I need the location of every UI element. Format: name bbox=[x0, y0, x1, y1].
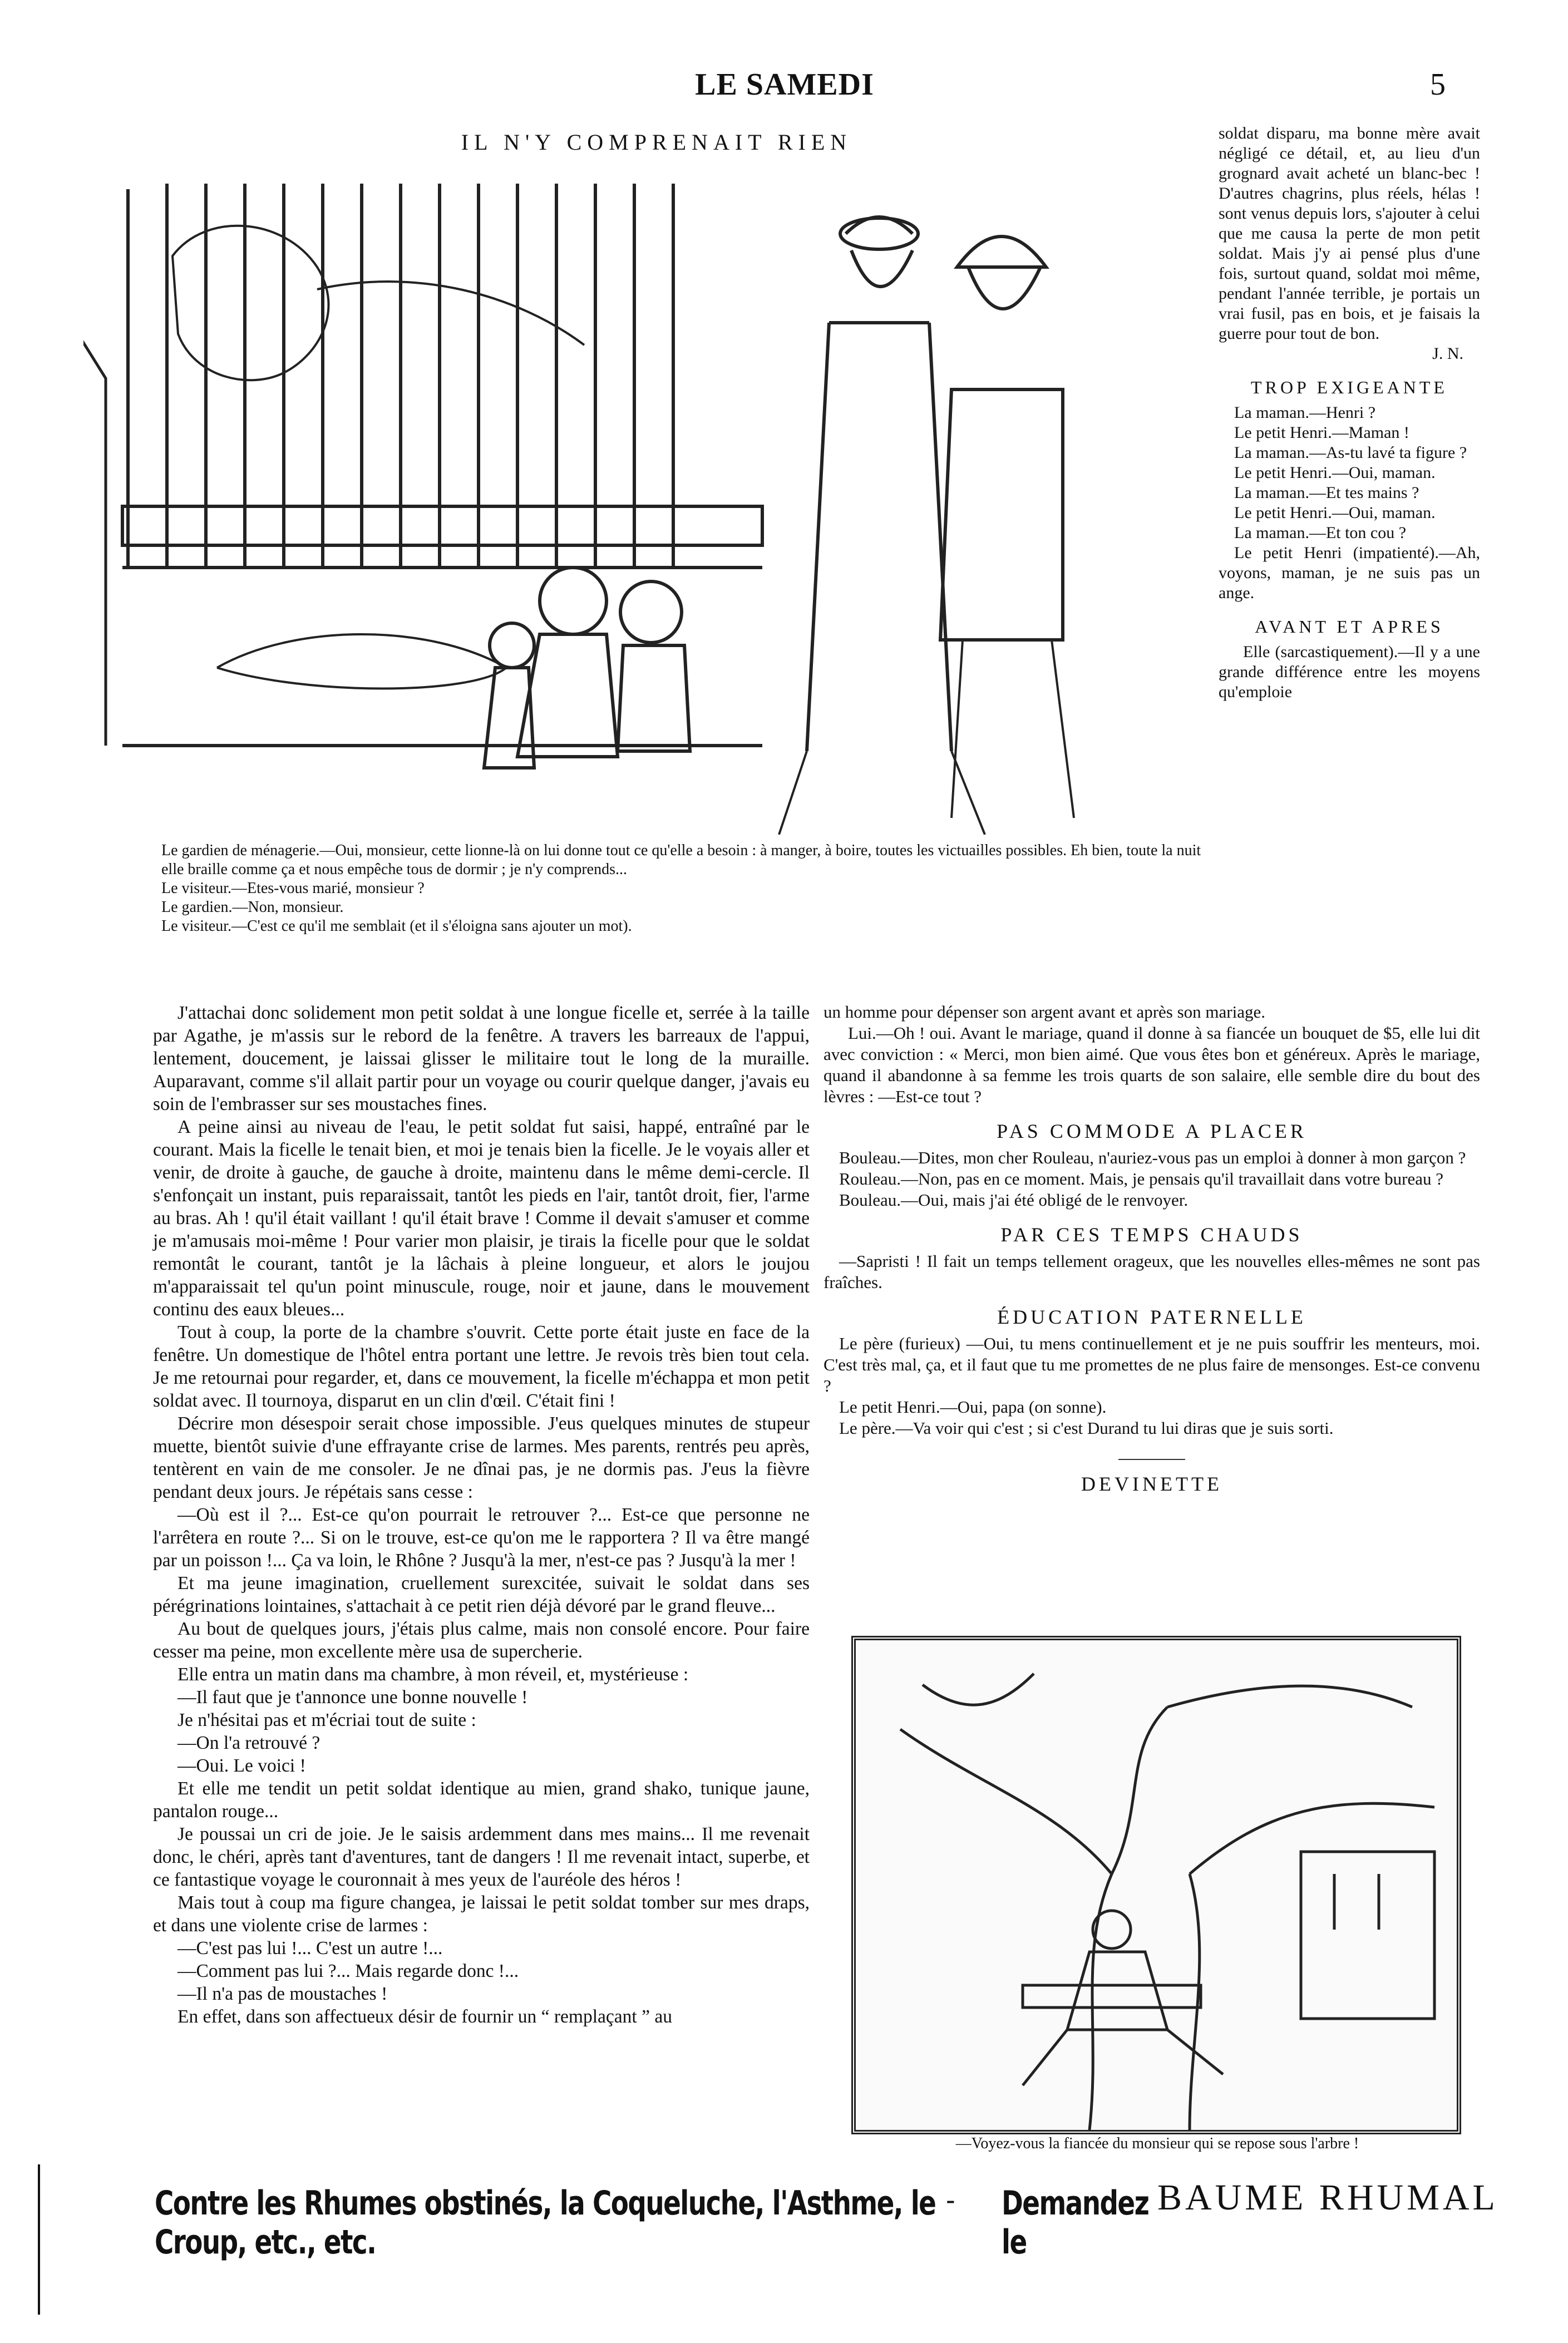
right-column bbox=[1219, 124, 1480, 702]
story-paragraph: —Comment pas lui ?... Mais regarde donc !... bbox=[177, 1961, 519, 1981]
dialogue-line: Le père (furieux) —Oui, tu mens continuellement et je ne puis souffrir les menteurs, moi. C'est très mal, ça, et il faut que tu me promettes de ne plus faire de mensonges. Est-ce convenu ? bbox=[824, 1334, 1480, 1395]
divider bbox=[1118, 1459, 1185, 1460]
dialogue-line: Le petit Henri.—Oui, maman. bbox=[1234, 463, 1436, 482]
tree-puzzle-drawing bbox=[856, 1640, 1457, 2130]
dialogue-line: Bouleau.—Dites, mon cher Rouleau, n'auriez-vous pas un emploi à donner à mon garçon ? bbox=[839, 1148, 1466, 1167]
dialogue-line: La maman.—Et tes mains ? bbox=[1234, 484, 1419, 502]
cartoon-title: IL N'Y COMPRENAIT RIEN bbox=[461, 130, 852, 155]
caption-line-2: Le visiteur.—Etes-vous marié, monsieur ? bbox=[161, 880, 425, 897]
main-story bbox=[153, 1002, 810, 2028]
avant-apres-intro: Elle (sarcastiquement).—Il y a une grande différence entre les moyens qu'emploie bbox=[1219, 643, 1480, 701]
story-paragraph: En effet, dans son affectueux désir de fournir un “ remplaçant ” au bbox=[177, 2006, 672, 2027]
story-paragraph: Je n'hésitai pas et m'écriai tout de suite : bbox=[177, 1710, 476, 1730]
story-paragraph: Et ma jeune imagination, cruellement surexcitée, suivait le soldat dans ses pérégrinations lointaines, s'attachait à ce petit rien déjà dévoré par le grand fleuve... bbox=[153, 1573, 810, 1616]
signature: J. N. bbox=[1432, 344, 1463, 363]
middle-right-column bbox=[824, 1002, 1480, 1500]
story-paragraph: —Où est il ?... Est-ce qu'on pourrait le retrouver ?... Est-ce que personne ne l'arrêtera en route ?... Si on le trouve, est-ce qu'on me le rapportera ? Il va être mangé par un poisson !... Ça va loin, le Rhône ? Jusqu'à la mer, n'est-ce pas ? Jusqu'à la mer ! bbox=[153, 1505, 810, 1571]
story-paragraph: —Oui. Le voici ! bbox=[177, 1755, 306, 1776]
trop-exigeante-dialogue bbox=[1219, 403, 1480, 603]
section-title-par-ces-temps: PAR CES TEMPS CHAUDS bbox=[1000, 1224, 1303, 1246]
story-paragraph: —Il n'a pas de moustaches ! bbox=[177, 1984, 388, 2004]
footer-ad-left: Contre les Rhumes obstinés, la Coqueluche, l'Asthme, le Croup, etc., etc. bbox=[155, 2184, 936, 2262]
section-title-education: ÉDUCATION PATERNELLE bbox=[997, 1306, 1306, 1328]
dialogue-line: La maman.—Henri ? bbox=[1234, 403, 1376, 422]
zoo-cage-drawing bbox=[83, 167, 1180, 835]
story-paragraph: A peine ainsi au niveau de l'eau, le petit soldat fut saisi, happé, entraîné par le courant. Mais la ficelle le tenait bien, et moi je tenais bien la ficelle. Je le voyais aller et venir, de droite à gauche, de gauche à droite, maintenu dans le même demi-cercle. Il s'enfonçait un instant, puis reparaissait, tantôt les pieds en l'air, tantôt droit, fier, l'arme au bras. Ah ! qu'il était vaillant ! qu'il était brave ! Comme il devait s'amuser et comme je m'amusais moi-même ! Pour varier mon plaisir, je tirais la ficelle pour que le soldat remontât le courant, tantôt je la lâchais à pleine longueur, et alors le joujou m'apparaissait tel qu'un point minuscule, rouge, noir et jaune, dans le mouvement continu des eaux bleues... bbox=[153, 1117, 810, 1320]
story-paragraph: J'attachai donc solidement mon petit soldat à une longue ficelle et, serrée à la taille par Agathe, je m'assis sur le rebord de la fenêtre. A travers les barreaux de l'appui, lentement, doucement, je laissai glisser le militaire tout le long de la muraille. Auparavant, comme s'il allait partir pour un voyage ou courir quelque danger, j'avais eu soin de l'embrasser sur ses moustaches fines. bbox=[153, 1003, 810, 1114]
story-paragraph: Décrire mon désespoir serait chose impossible. J'eus quelques minutes de stupeur muette, bientôt suivie d'une effrayante crise de larmes. Mes parents, rentrés peu après, tentèrent en vain de me consoler. Je ne dînai pas, je ne dormis pas. J'eus la fièvre pendant deux jours. Je répétais sans cesse : bbox=[153, 1413, 810, 1502]
caption-line-3: Le gardien.—Non, monsieur. bbox=[161, 899, 344, 916]
footer-ad-demandez: Demandez le bbox=[1002, 2184, 1149, 2262]
story-paragraph: —C'est pas lui !... C'est un autre !... bbox=[177, 1938, 443, 1959]
avant-apres-continued: Lui.—Oh ! oui. Avant le mariage, quand il donne à sa fiancée un bouquet de $5, elle lui dit avec conviction : « Merci, mon bien aimé. Que vous êtes bon et généreux. Après le mariage, quand il abandonne à sa femme les trois quarts de son salaire, elle semble dire du bout des lèvres : —Est-ce tout ? bbox=[824, 1023, 1480, 1106]
section-title-avant-apres: AVANT ET APRES bbox=[1255, 616, 1444, 637]
cartoon-illustration bbox=[83, 167, 1180, 835]
cartoon-caption bbox=[161, 841, 1207, 936]
dialogue-line: —Sapristi ! Il fait un temps tellement orageux, que les nouvelles elles-mêmes ne sont pas fraîches. bbox=[824, 1251, 1480, 1292]
footer-ad-brand: BAUME RHUMAL bbox=[1157, 2177, 1498, 2218]
dialogue-line: La maman.—As-tu lavé ta figure ? bbox=[1234, 443, 1467, 462]
page-number: 5 bbox=[1430, 67, 1446, 102]
dialogue-line: Bouleau.—Oui, mais j'ai été obligé de le renvoyer. bbox=[839, 1190, 1189, 1210]
story-paragraph: Au bout de quelques jours, j'étais plus calme, mais non consolé encore. Pour faire cesser ma peine, mon excellente mère usa de supercherie. bbox=[153, 1619, 810, 1662]
section-title-pas-commode: PAS COMMODE A PLACER bbox=[997, 1120, 1307, 1142]
footer-dash: - bbox=[946, 2184, 955, 2216]
story-paragraph: Et elle me tendit un petit soldat identique au mien, grand shako, tunique jaune, pantalon rouge... bbox=[153, 1778, 810, 1822]
dialogue-line: Le petit Henri (impatienté).—Ah, voyons, maman, je ne suis pas un ange. bbox=[1219, 544, 1480, 602]
devinette-illustration bbox=[851, 1636, 1461, 2134]
dialogue-line: Le petit Henri.—Maman ! bbox=[1234, 423, 1409, 442]
caption-line-4: Le visiteur.—C'est ce qu'il me semblait (et il s'éloigna sans ajouter un mot). bbox=[161, 918, 632, 935]
story-paragraph: Je poussai un cri de joie. Je le saisis ardemment dans mes mains... Il me revenait donc, le chéri, après tant d'aventures, tant de dangers ! Il me revenait intact, superbe, et ce fantastique voyage le couronnait à mes yeux de l'auréole des héros ! bbox=[153, 1824, 810, 1890]
dialogue-line: Le père.—Va voir qui c'est ; si c'est Durand tu lui diras que je suis sorti. bbox=[839, 1418, 1334, 1438]
newspaper-title: LE SAMEDI bbox=[695, 67, 874, 102]
caption-line-1: Le gardien de ménagerie.—Oui, monsieur, cette lionne-là on lui donne tout ce qu'elle a besoin : à manger, à boire, toutes les victuailles possibles. Eh bien, toute la nuit elle braille comme ça et nous empêche tous de dormir ; je n'y comprends... bbox=[161, 842, 1201, 878]
devinette-caption: —Voyez-vous la fiancée du monsieur qui se repose sous l'arbre ! bbox=[955, 2135, 1359, 2152]
dialogue-line: La maman.—Et ton cou ? bbox=[1234, 524, 1407, 542]
story-end: soldat disparu, ma bonne mère avait négligé ce détail, et, au lieu d'un grognard avait acheté un blanc-bec ! D'autres chagrins, plus réels, hélas ! sont venus depuis lors, s'ajouter à celui que me causa la perte de mon petit soldat. Mais j'y ai pensé plus d'une fois, surtout quand, soldat moi même, pendant l'année terrible, je portais un vrai fusil, pas en bois, et je faisais la guerre pour tout de bon. bbox=[1219, 124, 1480, 343]
story-paragraph: —Il faut que je t'annonce une bonne nouvelle ! bbox=[177, 1687, 528, 1708]
avant-apres-continued: un homme pour dépenser son argent avant et après son mariage. bbox=[824, 1002, 1265, 1022]
section-title-devinette: DEVINETTE bbox=[1081, 1473, 1222, 1495]
story-paragraph: Mais tout à coup ma figure changea, je laissai le petit soldat tomber sur mes draps, et dans une violente crise de larmes : bbox=[153, 1892, 810, 1936]
dialogue-line: Le petit Henri.—Oui, maman. bbox=[1234, 504, 1436, 522]
story-paragraph: Elle entra un matin dans ma chambre, à mon réveil, et, mystérieuse : bbox=[177, 1664, 689, 1685]
story-paragraph: Tout à coup, la porte de la chambre s'ouvrit. Cette porte était juste en face de la fenêtre. Un domestique de l'hôtel entra portant une lettre. Je revois très bien tout cela. Je me retournai pour regarder, et, dans ce mouvement, la ficelle m'échappa et mon petit soldat avec. Il tournoya, disparut en un clin d'œil. C'était fini ! bbox=[153, 1322, 810, 1411]
dialogue-line: Le petit Henri.—Oui, papa (on sonne). bbox=[839, 1397, 1107, 1417]
section-title-trop-exigeante: TROP EXIGEANTE bbox=[1251, 377, 1448, 397]
margin-rule bbox=[38, 2164, 40, 2315]
story-paragraph: —On l'a retrouvé ? bbox=[177, 1733, 320, 1753]
dialogue-line: Rouleau.—Non, pas en ce moment. Mais, je pensais qu'il travaillait dans votre bureau ? bbox=[839, 1169, 1443, 1188]
